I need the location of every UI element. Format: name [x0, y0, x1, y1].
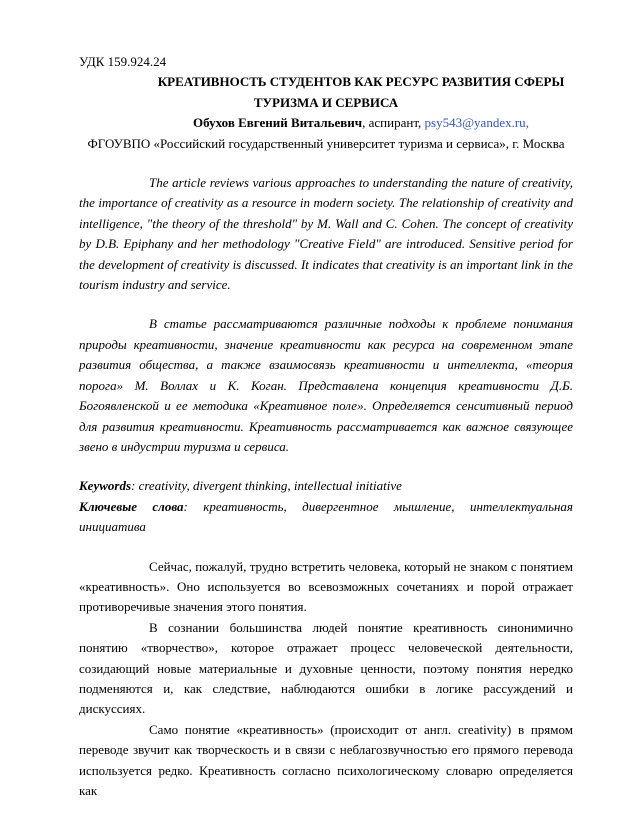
article-title: КРЕАТИВНОСТЬ СТУДЕНТОВ КАК РЕСУРС РАЗВИТИЯ СФЕРЫ ТУРИЗМА И СЕРВИСА	[157, 74, 565, 110]
keywords-russian-label: Ключевые слова	[79, 498, 184, 514]
keywords-russian-line1	[79, 497, 573, 517]
author-role: , аспирант,	[362, 115, 425, 131]
body-paragraph-2: В сознании большинства людей понятие креативность синонимично понятию «творчество», которое отражает процесс человеческой деятельности, созидающий новые материальные и духовные ценности, поэтому понятия нередко подменяются и, как следствие, наблюдаются ошибки в логике рассуждений и дискуссиях.	[79, 619, 573, 717]
abstract-russian: В статье рассматриваются различные подходы к проблеме понимания природы креативности, значение креативности как ресурса на современном этапе развития общества, а также взаимосвязь креативности и интеллекта, «теория порога» М. Воллах и К. Коган. Представлена концепция креативности Д.Б. Богоявленской и ее методика «Креативное поле». Определяется сенситивный период для развития креативности. Креативность рассматривается как важное связующее звено в индустрии туризма и сервиса.	[79, 316, 573, 454]
udc-number: УДК 159.924.24	[79, 54, 167, 69]
keywords-english-line	[79, 476, 573, 496]
keywords-russian-line2: инициатива	[79, 519, 146, 535]
keywords-english-label: Keywords	[79, 478, 131, 494]
author-email-link[interactable]: psy543@yandex.ru	[424, 115, 526, 131]
author-line	[79, 113, 573, 133]
author-email-comma: ,	[525, 115, 529, 131]
keywords-block	[79, 476, 573, 537]
author-name: Обухов Евгений Витальевич	[193, 115, 363, 131]
affiliation: ФГОУВПО «Российский государственный университет туризма и сервиса», г. Москва	[87, 135, 565, 151]
keywords-russian-text: : креативность, дивергентное мышление, интеллектуальная	[183, 498, 573, 514]
body-paragraph-3: Само понятие «креативность» (происходит от англ. creativity) в прямом переводе звучит как творческость и в связи с неблагозвучностью его прямого перевода используется редко. Креативность согласно психологическому словарю определяется как	[79, 721, 573, 798]
body-paragraph-1: Сейчас, пожалуй, трудно встретить человека, который не знаком с понятием «креативность». Оно используется во всевозможных сочетаниях и порой отражает противоречивые значения этого понятия.	[79, 558, 573, 615]
abstract-english: The article reviews various approaches to understanding the nature of creativity, the importance of creativity as a resource in modern society. The relationship of creativity and intelligence, "the theory of the threshold" by M. Wall and C. Cohen. The concept of creativity by D.B. Epiphany and her methodology "Creative Field" are introduced. Sensitive period for the development of creativity is discussed. It indicates that creativity is an important link in the tourism industry and service.	[79, 175, 573, 293]
keywords-english-text: : creativity, divergent thinking, intellectual initiative	[131, 478, 402, 494]
